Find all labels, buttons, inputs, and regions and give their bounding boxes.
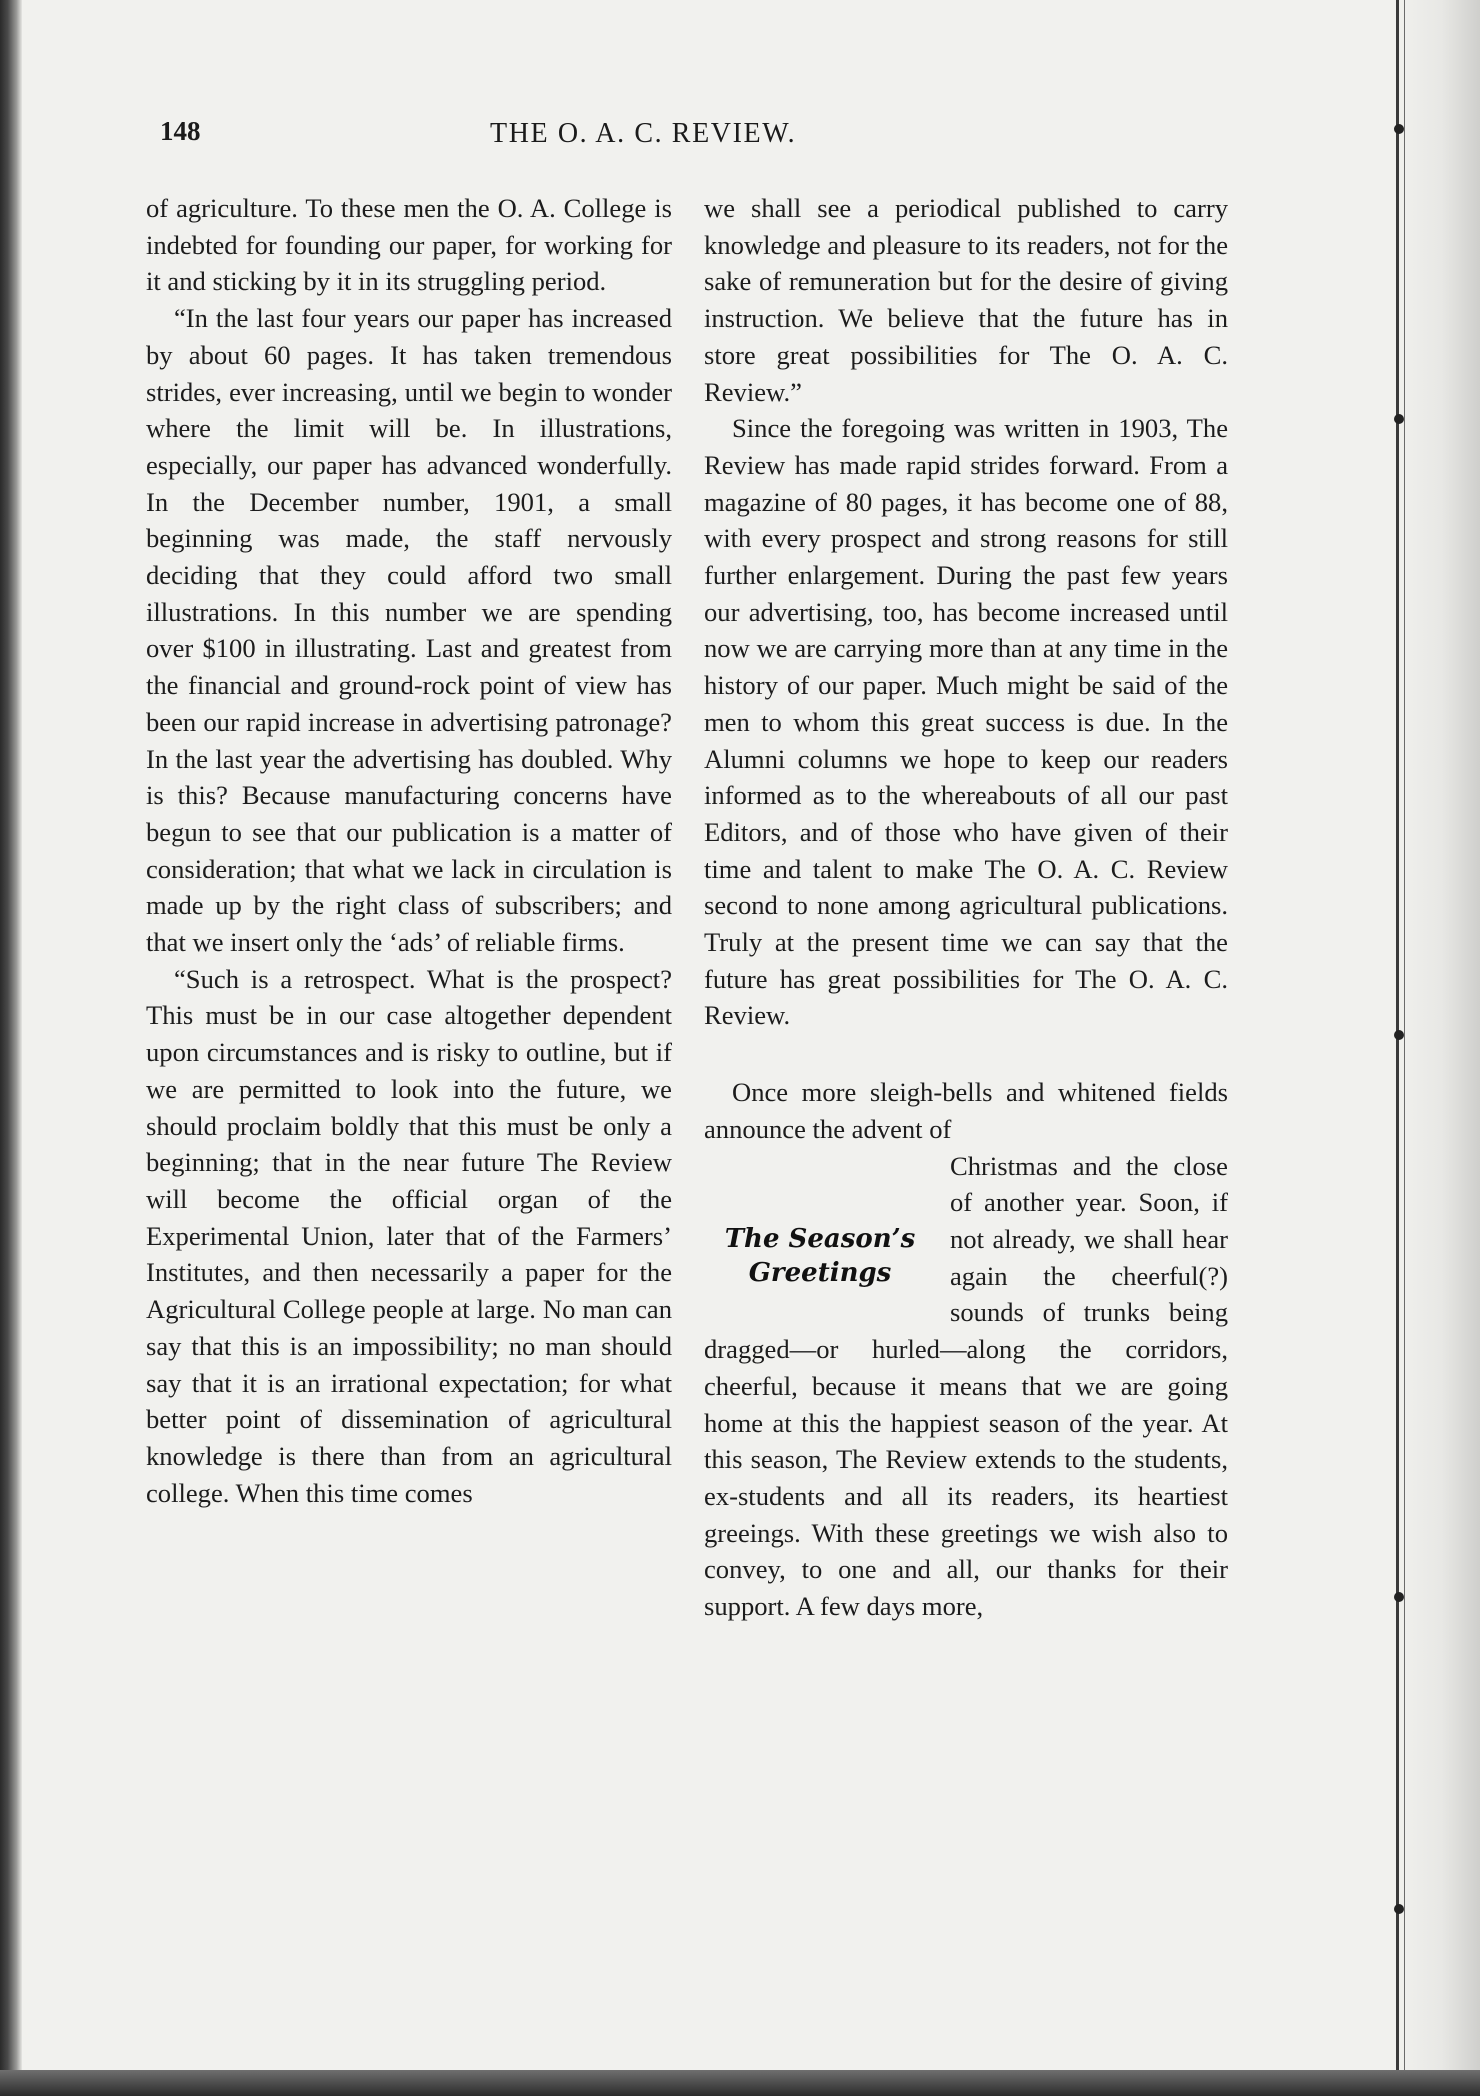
paragraph: we shall see a periodical published to carry knowledge and pleasure to its readers, not for the sake of remuneration but for the desire of giving instruction. We believe that the future has in store great possibilities for The O. A. C. Review.” — [704, 193, 1228, 407]
binding-mark — [1394, 124, 1404, 134]
paragraph: of agriculture. To these men the O. A. College is indebted for founding our paper, for working for it and sticking by it in its struggling period. — [146, 193, 672, 297]
scan-right-edge — [1394, 0, 1480, 2096]
scan-left-edge — [0, 0, 22, 2096]
running-title: THE O. A. C. REVIEW. — [490, 118, 797, 149]
page-number: 148 — [160, 116, 201, 146]
greetings-lead: Once more sleigh-bells and whitened fields announce the advent of — [704, 1077, 1228, 1144]
binding-mark — [1394, 414, 1404, 424]
right-column — [704, 190, 1228, 1625]
left-column — [146, 190, 672, 1511]
greetings-body: Christmas and the close of another year. Soon, if not already, we shall hear again the cheerful(?) sounds of trunks being dragged—or hurled—along the corridors, cheerful, because it means that we are going home at this the happiest season of the year. At this season, The Review extends to the students, ex-students and all its readers, its heartiest greeings. With these greetings we wish also to convey, to one and all, our thanks for their support. A few days more, — [704, 1150, 1228, 1622]
binding-mark — [1394, 1904, 1404, 1914]
page-header — [160, 112, 1240, 162]
side-heading-line: The Season’s — [724, 1223, 916, 1254]
scan-bottom-edge — [0, 2070, 1480, 2096]
binding-mark — [1394, 1592, 1404, 1602]
side-heading-line: Greetings — [748, 1257, 892, 1288]
side-heading-seasons-greetings — [704, 1222, 936, 1290]
paragraph: “Such is a retrospect. What is the prospect? This must be in our case altogether dependent upon circumstances and is risky to outline, but if we are permitted to look into the future, we should proclaim boldly that this must be only a beginning; that in the near future The Review will become the official organ of the Experimental Union, later that of the Farmers’ Institutes, and then necessarily a paper for the Agricultural College people at large. No man can say that this is an impossibility; no man should say that it is an irrational expectation; for what better point of dissemination of agricultural knowledge is there than from an agricultural college. When this time comes — [146, 963, 672, 1508]
binding-fold-line-inner — [1404, 0, 1405, 2070]
paragraph: Since the foregoing was written in 1903, The Review has made rapid strides forward. From a magazine of 80 pages, it has become one of 88, with every prospect and strong reasons for still further enlargement. During the past few years our advertising, too, has become increased until now we are carrying more than at any time in the history of our paper. Much might be said of the men to whom this great success is due. In the Alumni columns we hope to keep our readers informed as to the whereabouts of all our past Editors, and of those who have given of their time and talent to make The O. A. C. Review second to none among agricultural publications. Truly at the present time we can say that the future has great possibilities for The O. A. C. Review. — [704, 413, 1228, 1031]
paragraph: “In the last four years our paper has increased by about 60 pages. It has taken tremendous strides, ever increasing, until we begin to wonder where the limit will be. In illustrations, especially, our paper has advanced wonderfully. In the December number, 1901, a small beginning was made, the staff nervously deciding that they could afford two small illustrations. In this number we are spending over $100 in illustrating. Last and greatest from the financial and ground-rock point of view has been our rapid increase in advertising patronage? In the last year the advertising has doubled. Why is this? Because manufacturing concerns have begun to see that our publication is a matter of consideration; that what we lack in circulation is made up by the right class of subscribers; and that we insert only the ‘ads’ of reliable firms. — [146, 303, 672, 958]
section-spacer — [704, 1034, 1228, 1074]
binding-mark — [1394, 1030, 1404, 1040]
